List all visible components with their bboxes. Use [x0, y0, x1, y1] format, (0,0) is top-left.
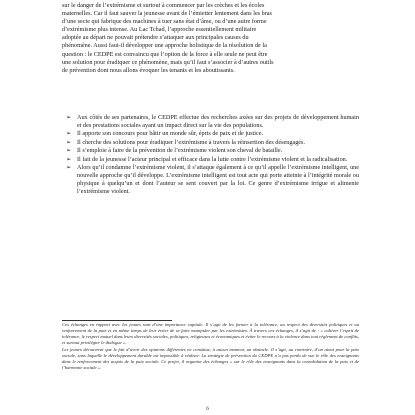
list-item-text: Il cherche des solutions pour éradiquer l’extrémisme à travers la réinsertion des désengagés.: [77, 138, 305, 146]
list-item: [66, 164, 359, 196]
intro-line: adoptée au départ ne pouvait prétendre s’attaquer aux principales causes du: [62, 34, 249, 42]
cedpe-actions-list: [66, 114, 359, 197]
footnote: [62, 322, 359, 371]
list-item: [66, 156, 359, 164]
intro-line: d’une secte qui fabrique des machines à tuer sans état d’âme, ou d’une autre forme: [62, 18, 267, 26]
intro-line: phénomène. Aussi faut-il développer une approche holistique de la résolution de la: [62, 42, 267, 50]
intro-line: de prévention dont nous allons évoquer les tenants et les aboutissants.: [62, 66, 235, 74]
intro-line: question : le CEDPE est convaincu que l’option de la force à elle seule ne peut être: [62, 50, 268, 58]
intro-line: maternelles. Car il faut sauver la jeunesse avant de l’émietter lentement dans les bras: [62, 10, 272, 18]
list-item: [66, 130, 359, 138]
list-item: [66, 114, 359, 130]
footnote-paragraph: Les jeunes découvrent que le fait d’avoir des opinions différentes ne constitue, à aucun moment, un obstacle. Il s’agit, au contraire, d’un atout pour la paix sociale, sans laquelle le développement durable est impossible à réaliser. La stratégie de prévention du CEDPE n’a pas perdu de vue le rôle des enseignants dans le renforcement des acquis de la paix sociale. Ce projet, il organise des échanges « sur le rôle des enseignants dans la consolidation de la paix et de l’harmonie sociale ».: [62, 346, 359, 371]
intro-line: une solution pour éradiquer ce phénomène, mais qu’il faut s’associer à d’autres outils: [62, 58, 274, 66]
intro-paragraph: [62, 2, 359, 75]
list-item-text: Alors qu’il condamne l’extrémisme violent, il s’attaque également à ce qu’il appelle l’extrémisme intelligent, une nouvelle approche qu’il développe. L’extrémisme intelligent est tout acte qui porte atteinte à l’intégrité morale ou physique à quelqu’un et dont l’auteur se sent couvert par la loi. Ce genre d’extrémisme irrigue et alimente l’extrémisme violent.: [77, 164, 359, 196]
list-item-text: Aux côtés de ses partenaires, le CEDPE effectue des recherches axées sur des projets de développement humain et des prestations sociales ayant un impact direct sur la vie des populations.: [77, 114, 359, 130]
page-number: 6: [206, 406, 209, 412]
footnote-separator: [62, 320, 172, 321]
arrow-bullet-icon: ➢: [66, 138, 72, 146]
intro-line: d’extrémisme plus intense. Au Lac Tchad, l’approche essentiellement militaire: [62, 26, 257, 34]
arrow-bullet-icon: ➢: [66, 130, 72, 138]
list-item-text: Il fait de la jeunesse l’acteur principal et efficace dans la lutte contre l’extrémisme violent et la radicalisation.: [77, 155, 348, 163]
footnote-paragraph: Ces échanges en rapport avec les jeunes sont d’une importance capitale. Il s’agit de les former à la tolérance, au respect des diversités politiques et au renforcement de la paix et en même temps de leur éviter de se faire manipuler par les extrémistes. À travers ces échanges, il s’agit de : « cultiver l’esprit de tolérance, le respect mutuel dans leurs diversités sociales, politiques, religieuses et économiques et éviter le recours à la violence dans tout règlement de conflits, et surtout privilégier le dialogue ».: [62, 322, 359, 346]
arrow-bullet-icon: ➢: [66, 164, 72, 172]
list-item: [66, 139, 359, 147]
list-item: [66, 147, 359, 155]
list-item-text: Il apporte son concours pour bâtir un monde sûr, épris de paix et de justice.: [77, 130, 264, 138]
intro-line: sur le danger de l’extrémisme et surtout à commencer par les crèches et les écoles: [62, 2, 265, 9]
arrow-bullet-icon: ➢: [66, 147, 72, 155]
arrow-bullet-icon: ➢: [66, 114, 72, 121]
arrow-bullet-icon: ➢: [66, 155, 72, 163]
list-item-text: Il s’emploie à faire de la prévention de l’extrémisme violent son cheval de bataille.: [77, 147, 283, 155]
